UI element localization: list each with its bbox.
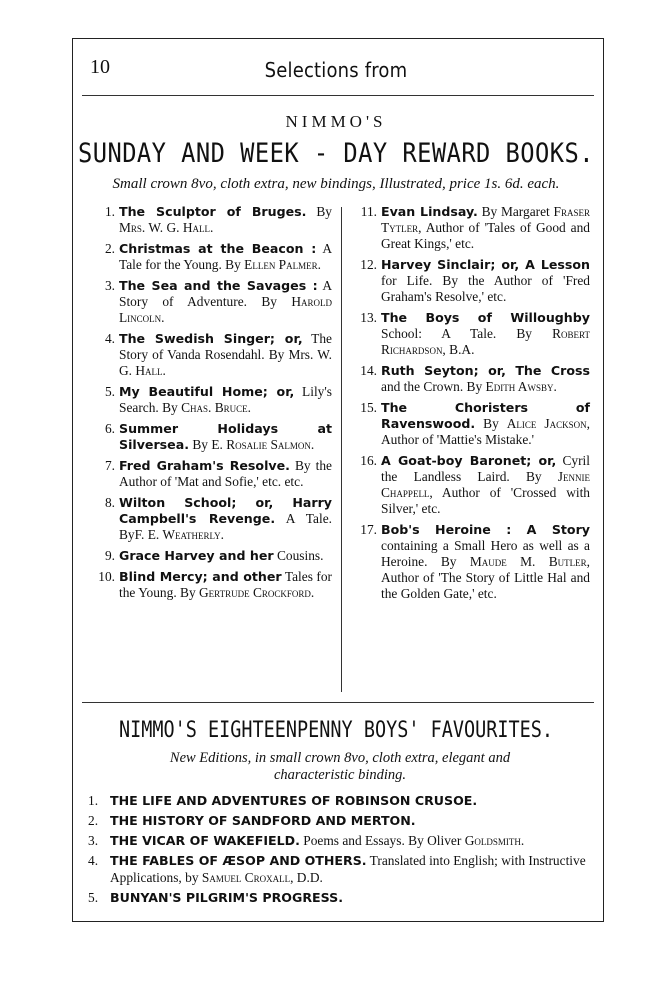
item-author: Ellen Palmer. [244, 257, 321, 272]
item-title: The Sculptor of Bruges. [119, 204, 307, 219]
item-title: Christmas at the Beacon : [119, 241, 317, 256]
list-item [88, 204, 332, 236]
list-item [88, 331, 332, 379]
item-text: A Tale for the Young. By [119, 241, 332, 272]
item-title: Harvey Sinclair; or, A Lesson [381, 257, 590, 272]
list-item [350, 204, 590, 252]
running-head: Selections from [264, 58, 408, 82]
item-title: Fred Graham's Resolve. [119, 458, 290, 473]
item-text: By the Author of 'Mat and Sofie,' etc. etc. [119, 458, 332, 489]
list-item [88, 832, 588, 849]
list-item [88, 278, 332, 326]
item-text: School: A Tale. By [381, 326, 553, 341]
list-item [350, 310, 590, 358]
item-author: Chas. Bruce. [181, 400, 252, 415]
item-author: Alice Jackson, [506, 416, 590, 431]
item-text: By [475, 416, 507, 431]
item-number: 1. [104, 204, 115, 219]
item-title: The Choristers of Ravenswood. [381, 400, 590, 431]
item-text: The Story of Vanda Rosendahl. By Mrs. W. G. [119, 331, 332, 378]
item-text: Cyril the Landless Laird. By [381, 453, 590, 484]
list-item [88, 548, 332, 564]
section-title: SUNDAY AND WEEK - DAY REWARD BOOKS. [77, 138, 595, 169]
item-title: The Swedish Singer; or, [119, 331, 303, 346]
item-author: Gertrude Crockford. [199, 585, 315, 600]
item-number: 8. [104, 495, 115, 510]
list-item [350, 257, 590, 305]
item-number: 4. [88, 853, 99, 868]
item-text: Lily's Search. By [119, 384, 332, 415]
item-title: THE LIFE AND ADVENTURES OF ROBINSON CRUSOE. [110, 793, 478, 808]
item-text: A Story of Adventure. By [119, 278, 332, 309]
header-rule [82, 95, 594, 96]
item-number: 5. [104, 384, 115, 399]
item-text: Tales for the Young. By [119, 569, 332, 600]
item-title: THE HISTORY OF SANDFORD AND MERTON. [110, 813, 416, 828]
item-number: 17. [360, 522, 377, 537]
item-title: THE FABLES OF ÆSOP AND OTHERS. [110, 853, 367, 868]
section2-subtitle: New Editions, in small crown 8vo, cloth extra, elegant and characteristic binding. [169, 750, 511, 783]
item-title: The Boys of Willoughby [381, 310, 590, 325]
list-item [88, 852, 588, 886]
item-number: 3. [104, 278, 115, 293]
item-title: Grace Harvey and her [119, 548, 274, 563]
item-title: The Sea and the Savages : [119, 278, 318, 293]
column-divider [341, 207, 342, 692]
list-item [88, 458, 332, 490]
item-text: A Tale. By [119, 511, 332, 542]
item-title: My Beautiful Home; or, [119, 384, 295, 399]
list-item [88, 241, 332, 273]
list-item [88, 384, 332, 416]
item-number: 12. [360, 257, 377, 272]
item-title: Wilton School; or, Harry Campbell's Revenge. [119, 495, 332, 526]
item-number: 5. [88, 890, 99, 905]
book-list-boys [88, 792, 588, 909]
book-list-left [88, 204, 332, 606]
item-author: Robert Richardson, B.A. [381, 326, 590, 357]
section2-title: NIMMO'S EIGHTEENPENNY BOYS' FAVOURITES. [119, 718, 553, 743]
item-text: for Life. By the Author of 'Fred Graham's Resolve,' etc. [381, 273, 590, 304]
item-number: 10. [98, 569, 115, 584]
list-item [88, 569, 332, 601]
item-number: 2. [88, 813, 99, 828]
item-number: 2. [104, 241, 115, 256]
item-text: containing a Small Hero as well as a Heroine. By [381, 538, 590, 569]
item-author: Mrs. W. G. Hall. [119, 220, 214, 235]
item-author: Edith Awsby. [485, 379, 557, 394]
item-number: 11. [360, 204, 377, 219]
item-text: Translated into English; with Instructive Applications, by [110, 853, 586, 885]
item-text: D.D. [293, 870, 323, 885]
list-item [350, 453, 590, 517]
item-title: BUNYAN'S PILGRIM'S PROGRESS. [110, 890, 344, 905]
item-number: 14. [360, 363, 377, 378]
item-number: 3. [88, 833, 99, 848]
page-number: 10 [90, 56, 110, 78]
item-author: F. E. Weatherly. [134, 527, 224, 542]
item-text: Author of 'Crossed with Silver,' etc. [381, 485, 590, 516]
item-text: By [306, 204, 332, 219]
list-item [88, 812, 588, 829]
list-item [88, 421, 332, 453]
item-number: 13. [360, 310, 377, 325]
item-title: Evan Lindsay. [381, 204, 478, 219]
item-number: 7. [104, 458, 115, 473]
list-item [350, 400, 590, 448]
item-title: THE VICAR OF WAKEFIELD. [110, 833, 300, 848]
item-number: 15. [360, 400, 377, 415]
item-number: 4. [104, 331, 115, 346]
item-title: A Goat-boy Baronet; or, [381, 453, 557, 468]
item-text: By Margaret [477, 204, 554, 219]
item-number: 1. [88, 793, 99, 808]
item-text: By E. [189, 437, 227, 452]
section-rule [82, 702, 594, 703]
item-text: and the Crown. By [381, 379, 486, 394]
item-title: Blind Mercy; and other [119, 569, 282, 584]
section-subtitle: Small crown 8vo, cloth extra, new bindings, Illustrated, price 1s. 6d. each. [112, 176, 560, 192]
item-author: Rosalie Salmon. [226, 437, 315, 452]
item-author: Samuel Croxall, [201, 870, 294, 885]
item-author: Fraser Tytler, [381, 204, 590, 235]
list-item [88, 495, 332, 543]
item-author: Harold Lincoln. [119, 294, 332, 325]
list-item [350, 522, 590, 602]
list-item [350, 363, 590, 395]
item-author: Hall. [135, 363, 166, 378]
item-title: Bob's Heroine : A Story [381, 522, 590, 537]
item-author: Maude M. Butler, [469, 554, 590, 569]
list-item [88, 792, 588, 809]
item-title: Ruth Seyton; or, The Cross [381, 363, 590, 378]
publisher-name: NIMMO'S [285, 112, 387, 131]
item-author: Goldsmith. [464, 833, 525, 848]
item-text: Author of 'Tales of Good and Great Kings,' etc. [381, 220, 590, 251]
item-number: 6. [104, 421, 115, 436]
item-title: Summer Holidays at Silversea. [119, 421, 332, 452]
item-number: 9. [104, 548, 115, 563]
book-list-right [350, 204, 590, 607]
item-author: Jennie Chappell, [381, 469, 590, 500]
item-number: 16. [360, 453, 377, 468]
item-text: Author of 'The Story of Little Hal and the Golden Gate,' etc. [381, 570, 590, 601]
item-text: Cousins. [273, 548, 324, 563]
list-item [88, 889, 588, 906]
item-text: Author of 'Mattie's Mistake.' [381, 432, 535, 447]
item-text: Poems and Essays. By Oliver [299, 833, 465, 848]
